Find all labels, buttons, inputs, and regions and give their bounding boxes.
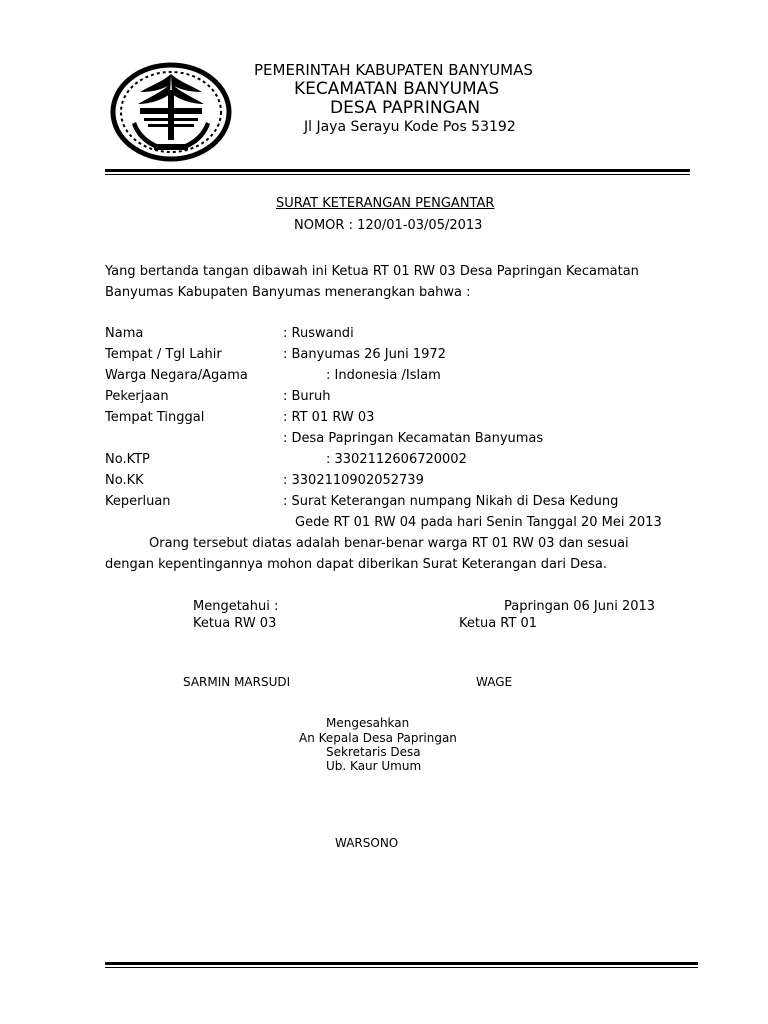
field-label-kk: No.KK: [105, 473, 144, 488]
approval-line-1: Mengesahkan: [326, 716, 410, 730]
footer-rule-thick: [105, 962, 698, 965]
sign-left-name: SARMIN MARSUDI: [183, 675, 291, 689]
village-name: DESA PAPRINGAN: [330, 98, 481, 118]
address: Jl Jaya Serayu Kode Pos 53192: [304, 119, 516, 135]
field-label-birth: Tempat / Tgl Lahir: [105, 347, 222, 362]
sign-right-date: Papringan 06 Juni 2013: [504, 599, 656, 614]
letter-number: NOMOR : 120/01-03/05/2013: [294, 218, 483, 233]
regency-emblem-icon: [110, 62, 232, 162]
field-label-residence: Tempat Tinggal: [105, 410, 205, 425]
district-name: KECAMATAN BANYUMAS: [294, 79, 500, 99]
closing-line-1: Orang tersebut diatas adalah benar-benar warga RT 01 RW 03 dan sesuai: [149, 536, 629, 551]
field-value-citizenship: : Indonesia /Islam: [326, 368, 441, 383]
footer-rule-thin: [105, 967, 698, 968]
field-value-purpose: : Surat Keterangan numpang Nikah di Desa Kedung: [283, 494, 619, 509]
field-value-residence-2: : Desa Papringan Kecamatan Banyumas: [283, 431, 544, 446]
sign-right-name: WAGE: [476, 675, 513, 689]
field-value-nama: : Ruswandi: [283, 326, 354, 341]
sign-right-role: Ketua RT 01: [459, 616, 538, 631]
field-value-kk: : 3302110902052739: [283, 473, 424, 488]
field-label-job: Pekerjaan: [105, 389, 169, 404]
field-label-citizenship: Warga Negara/Agama: [105, 368, 248, 383]
sign-left-role: Ketua RW 03: [193, 616, 277, 631]
approval-line-3: Sekretaris Desa: [326, 745, 421, 759]
field-value-residence: : RT 01 RW 03: [283, 410, 375, 425]
approval-line-2: An Kepala Desa Papringan: [299, 731, 457, 745]
field-value-ktp: : 3302112606720002: [326, 452, 467, 467]
government-name: PEMERINTAH KABUPATEN BANYUMAS: [254, 61, 533, 79]
field-label-ktp: No.KTP: [105, 452, 150, 467]
header-rule-thin: [105, 174, 690, 175]
header-rule-thick: [105, 169, 690, 172]
field-label-purpose: Keperluan: [105, 494, 171, 509]
approval-name: WARSONO: [335, 836, 399, 850]
closing-line-2: dengan kepentingannya mohon dapat diberikan Surat Keterangan dari Desa.: [105, 557, 607, 572]
letter-title: SURAT KETERANGAN PENGANTAR: [276, 196, 495, 211]
intro-line-2: Banyumas Kabupaten Banyumas menerangkan bahwa :: [105, 285, 471, 300]
field-value-birth: : Banyumas 26 Juni 1972: [283, 347, 446, 362]
field-value-purpose-cont: Gede RT 01 RW 04 pada hari Senin Tanggal 20 Mei 2013: [295, 515, 662, 530]
approval-line-4: Ub. Kaur Umum: [326, 759, 422, 773]
intro-line-1: Yang bertanda tangan dibawah ini Ketua RT 01 RW 03 Desa Papringan Kecamatan: [105, 264, 639, 279]
sign-left-heading: Mengetahui :: [193, 599, 279, 614]
field-label-nama: Nama: [105, 326, 144, 341]
field-value-job: : Buruh: [283, 389, 331, 404]
